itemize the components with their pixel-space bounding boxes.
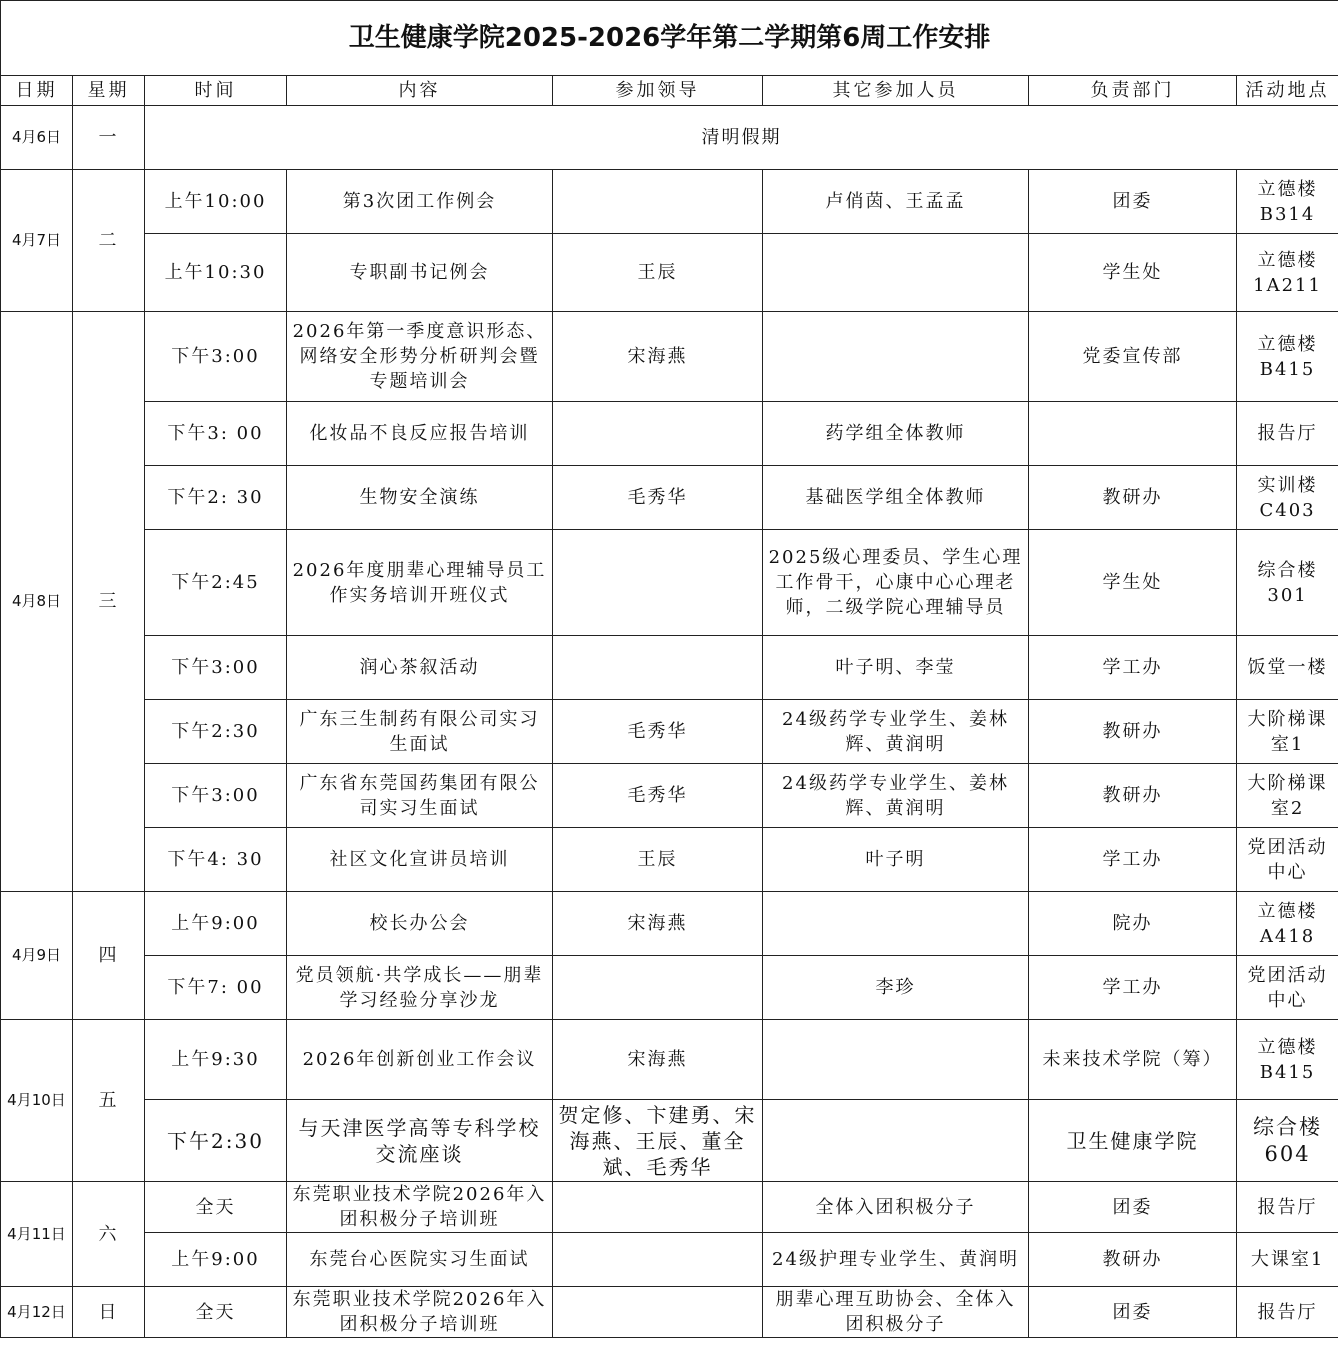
table-row — [1, 764, 1338, 828]
table-row — [1, 234, 1338, 312]
table-row — [1, 1233, 1338, 1287]
others-cell — [763, 234, 1029, 312]
others-cell: 卢俏茵、王孟孟 — [763, 170, 1029, 234]
date-cell: 4月12日 — [1, 1287, 73, 1338]
table-row — [1, 956, 1338, 1020]
others-cell: 叶子明、李莹 — [763, 636, 1029, 700]
place-cell: 报告厅 — [1237, 402, 1338, 466]
leaders-cell: 毛秀华 — [553, 700, 763, 764]
weekday-cell: 一 — [73, 106, 145, 170]
content-cell: 化妆品不良反应报告培训 — [287, 402, 553, 466]
dept-cell: 学工办 — [1029, 828, 1237, 892]
place-cell: 党团活动中心 — [1237, 956, 1338, 1020]
time-cell: 上午10:00 — [145, 170, 287, 234]
content-cell: 生物安全演练 — [287, 466, 553, 530]
time-cell: 全天 — [145, 1287, 287, 1338]
time-cell: 下午4: 30 — [145, 828, 287, 892]
table-row — [1, 466, 1338, 530]
place-cell: 综合楼301 — [1237, 530, 1338, 636]
time-cell: 下午2: 30 — [145, 466, 287, 530]
table-row — [1, 170, 1338, 234]
dept-cell: 学工办 — [1029, 956, 1237, 1020]
place-cell: 大阶梯课室2 — [1237, 764, 1338, 828]
place-cell: 立德楼B415 — [1237, 312, 1338, 402]
content-cell: 2026年第一季度意识形态、网络安全形势分析研判会暨专题培训会 — [287, 312, 553, 402]
header-content: 内容 — [287, 76, 553, 106]
table-row — [1, 1100, 1338, 1182]
content-cell: 广东省东莞国药集团有限公司实习生面试 — [287, 764, 553, 828]
table-row — [1, 1287, 1338, 1338]
weekday-cell: 四 — [73, 892, 145, 1020]
others-cell: 基础医学组全体教师 — [763, 466, 1029, 530]
place-cell: 报告厅 — [1237, 1182, 1338, 1233]
others-cell — [763, 1020, 1029, 1100]
time-cell: 下午3:00 — [145, 636, 287, 700]
time-cell: 上午9:30 — [145, 1020, 287, 1100]
time-cell: 全天 — [145, 1182, 287, 1233]
content-cell: 润心茶叙活动 — [287, 636, 553, 700]
content-cell: 社区文化宣讲员培训 — [287, 828, 553, 892]
leaders-cell — [553, 1182, 763, 1233]
page-title: 卫生健康学院2025-2026学年第二学期第6周工作安排 — [1, 1, 1338, 76]
leaders-cell: 毛秀华 — [553, 466, 763, 530]
place-cell: 立德楼B314 — [1237, 170, 1338, 234]
content-cell: 广东三生制药有限公司实习生面试 — [287, 700, 553, 764]
leaders-cell — [553, 170, 763, 234]
table-row — [1, 1020, 1338, 1100]
dept-cell: 教研办 — [1029, 466, 1237, 530]
dept-cell: 团委 — [1029, 170, 1237, 234]
header-date: 日期 — [1, 76, 73, 106]
table-row — [1, 892, 1338, 956]
header-weekday: 星期 — [73, 76, 145, 106]
date-cell: 4月9日 — [1, 892, 73, 1020]
time-cell: 上午9:00 — [145, 892, 287, 956]
content-cell: 与天津医学高等专科学校交流座谈 — [287, 1100, 553, 1182]
place-cell: 大课室1 — [1237, 1233, 1338, 1287]
leaders-cell: 宋海燕 — [553, 312, 763, 402]
others-cell: 叶子明 — [763, 828, 1029, 892]
place-cell: 党团活动中心 — [1237, 828, 1338, 892]
dept-cell: 学工办 — [1029, 636, 1237, 700]
time-cell: 上午9:00 — [145, 1233, 287, 1287]
content-cell: 2026年度朋辈心理辅导员工作实务培训开班仪式 — [287, 530, 553, 636]
weekday-cell: 三 — [73, 312, 145, 892]
leaders-cell — [553, 636, 763, 700]
dept-cell: 教研办 — [1029, 700, 1237, 764]
content-cell: 东莞职业技术学院2026年入团积极分子培训班 — [287, 1287, 553, 1338]
header-dept: 负责部门 — [1029, 76, 1237, 106]
others-cell: 全体入团积极分子 — [763, 1182, 1029, 1233]
weekday-cell: 六 — [73, 1182, 145, 1287]
date-cell: 4月10日 — [1, 1020, 73, 1182]
table-row — [1, 636, 1338, 700]
table-row — [1, 106, 1338, 170]
others-cell: 24级药学专业学生、姜林辉、黄润明 — [763, 764, 1029, 828]
table-row — [1, 530, 1338, 636]
dept-cell — [1029, 402, 1237, 466]
leaders-cell: 贺定修、卞建勇、宋海燕、王辰、董全斌、毛秀华 — [553, 1100, 763, 1182]
content-cell: 2026年创新创业工作会议 — [287, 1020, 553, 1100]
date-cell: 4月11日 — [1, 1182, 73, 1287]
content-cell: 东莞台心医院实习生面试 — [287, 1233, 553, 1287]
leaders-cell: 宋海燕 — [553, 892, 763, 956]
place-cell: 大阶梯课室1 — [1237, 700, 1338, 764]
table-row — [1, 1182, 1338, 1233]
leaders-cell — [553, 402, 763, 466]
dept-cell: 学生处 — [1029, 530, 1237, 636]
place-cell: 报告厅 — [1237, 1287, 1338, 1338]
leaders-cell — [553, 956, 763, 1020]
content-cell: 东莞职业技术学院2026年入团积极分子培训班 — [287, 1182, 553, 1233]
time-cell: 下午2:45 — [145, 530, 287, 636]
leaders-cell: 宋海燕 — [553, 1020, 763, 1100]
others-cell: 药学组全体教师 — [763, 402, 1029, 466]
content-cell: 党员领航·共学成长——朋辈学习经验分享沙龙 — [287, 956, 553, 1020]
others-cell: 24级药学专业学生、姜林辉、黄润明 — [763, 700, 1029, 764]
place-cell: 饭堂一楼 — [1237, 636, 1338, 700]
time-cell: 下午7: 00 — [145, 956, 287, 1020]
leaders-cell: 王辰 — [553, 828, 763, 892]
place-cell: 立德楼A418 — [1237, 892, 1338, 956]
header-others: 其它参加人员 — [763, 76, 1029, 106]
others-cell — [763, 312, 1029, 402]
leaders-cell: 王辰 — [553, 234, 763, 312]
dept-cell: 卫生健康学院 — [1029, 1100, 1237, 1182]
time-cell: 上午10:30 — [145, 234, 287, 312]
time-cell: 下午2:30 — [145, 1100, 287, 1182]
dept-cell: 未来技术学院（筹） — [1029, 1020, 1237, 1100]
date-cell: 4月6日 — [1, 106, 73, 170]
dept-cell: 学生处 — [1029, 234, 1237, 312]
table-row — [1, 828, 1338, 892]
others-cell: 朋辈心理互助协会、全体入团积极分子 — [763, 1287, 1029, 1338]
time-cell: 下午2:30 — [145, 700, 287, 764]
header-row — [1, 76, 1338, 106]
place-cell: 立德楼1A211 — [1237, 234, 1338, 312]
date-cell: 4月7日 — [1, 170, 73, 312]
content-cell: 校长办公会 — [287, 892, 553, 956]
dept-cell: 党委宣传部 — [1029, 312, 1237, 402]
content-cell: 专职副书记例会 — [287, 234, 553, 312]
weekday-cell: 日 — [73, 1287, 145, 1338]
others-cell — [763, 892, 1029, 956]
leaders-cell — [553, 1287, 763, 1338]
time-cell: 下午3:00 — [145, 312, 287, 402]
dept-cell: 院办 — [1029, 892, 1237, 956]
dept-cell: 教研办 — [1029, 764, 1237, 828]
dept-cell: 团委 — [1029, 1182, 1237, 1233]
others-cell: 24级护理专业学生、黄润明 — [763, 1233, 1029, 1287]
weekday-cell: 二 — [73, 170, 145, 312]
dept-cell: 团委 — [1029, 1287, 1237, 1338]
header-leaders: 参加领导 — [553, 76, 763, 106]
date-cell: 4月8日 — [1, 312, 73, 892]
header-place: 活动地点 — [1237, 76, 1338, 106]
table-row — [1, 312, 1338, 402]
dept-cell: 教研办 — [1029, 1233, 1237, 1287]
time-cell: 下午3: 00 — [145, 402, 287, 466]
leaders-cell: 毛秀华 — [553, 764, 763, 828]
table-row — [1, 700, 1338, 764]
place-cell: 实训楼C403 — [1237, 466, 1338, 530]
leaders-cell — [553, 1233, 763, 1287]
content-cell: 第3次团工作例会 — [287, 170, 553, 234]
time-cell: 下午3:00 — [145, 764, 287, 828]
place-cell: 综合楼604 — [1237, 1100, 1338, 1182]
table-row — [1, 402, 1338, 466]
leaders-cell — [553, 530, 763, 636]
others-cell — [763, 1100, 1029, 1182]
others-cell: 李珍 — [763, 956, 1029, 1020]
weekday-cell: 五 — [73, 1020, 145, 1182]
holiday-cell: 清明假期 — [145, 106, 1338, 170]
header-time: 时间 — [145, 76, 287, 106]
place-cell: 立德楼B415 — [1237, 1020, 1338, 1100]
others-cell: 2025级心理委员、学生心理工作骨干，心康中心心理老师，二级学院心理辅导员 — [763, 530, 1029, 636]
